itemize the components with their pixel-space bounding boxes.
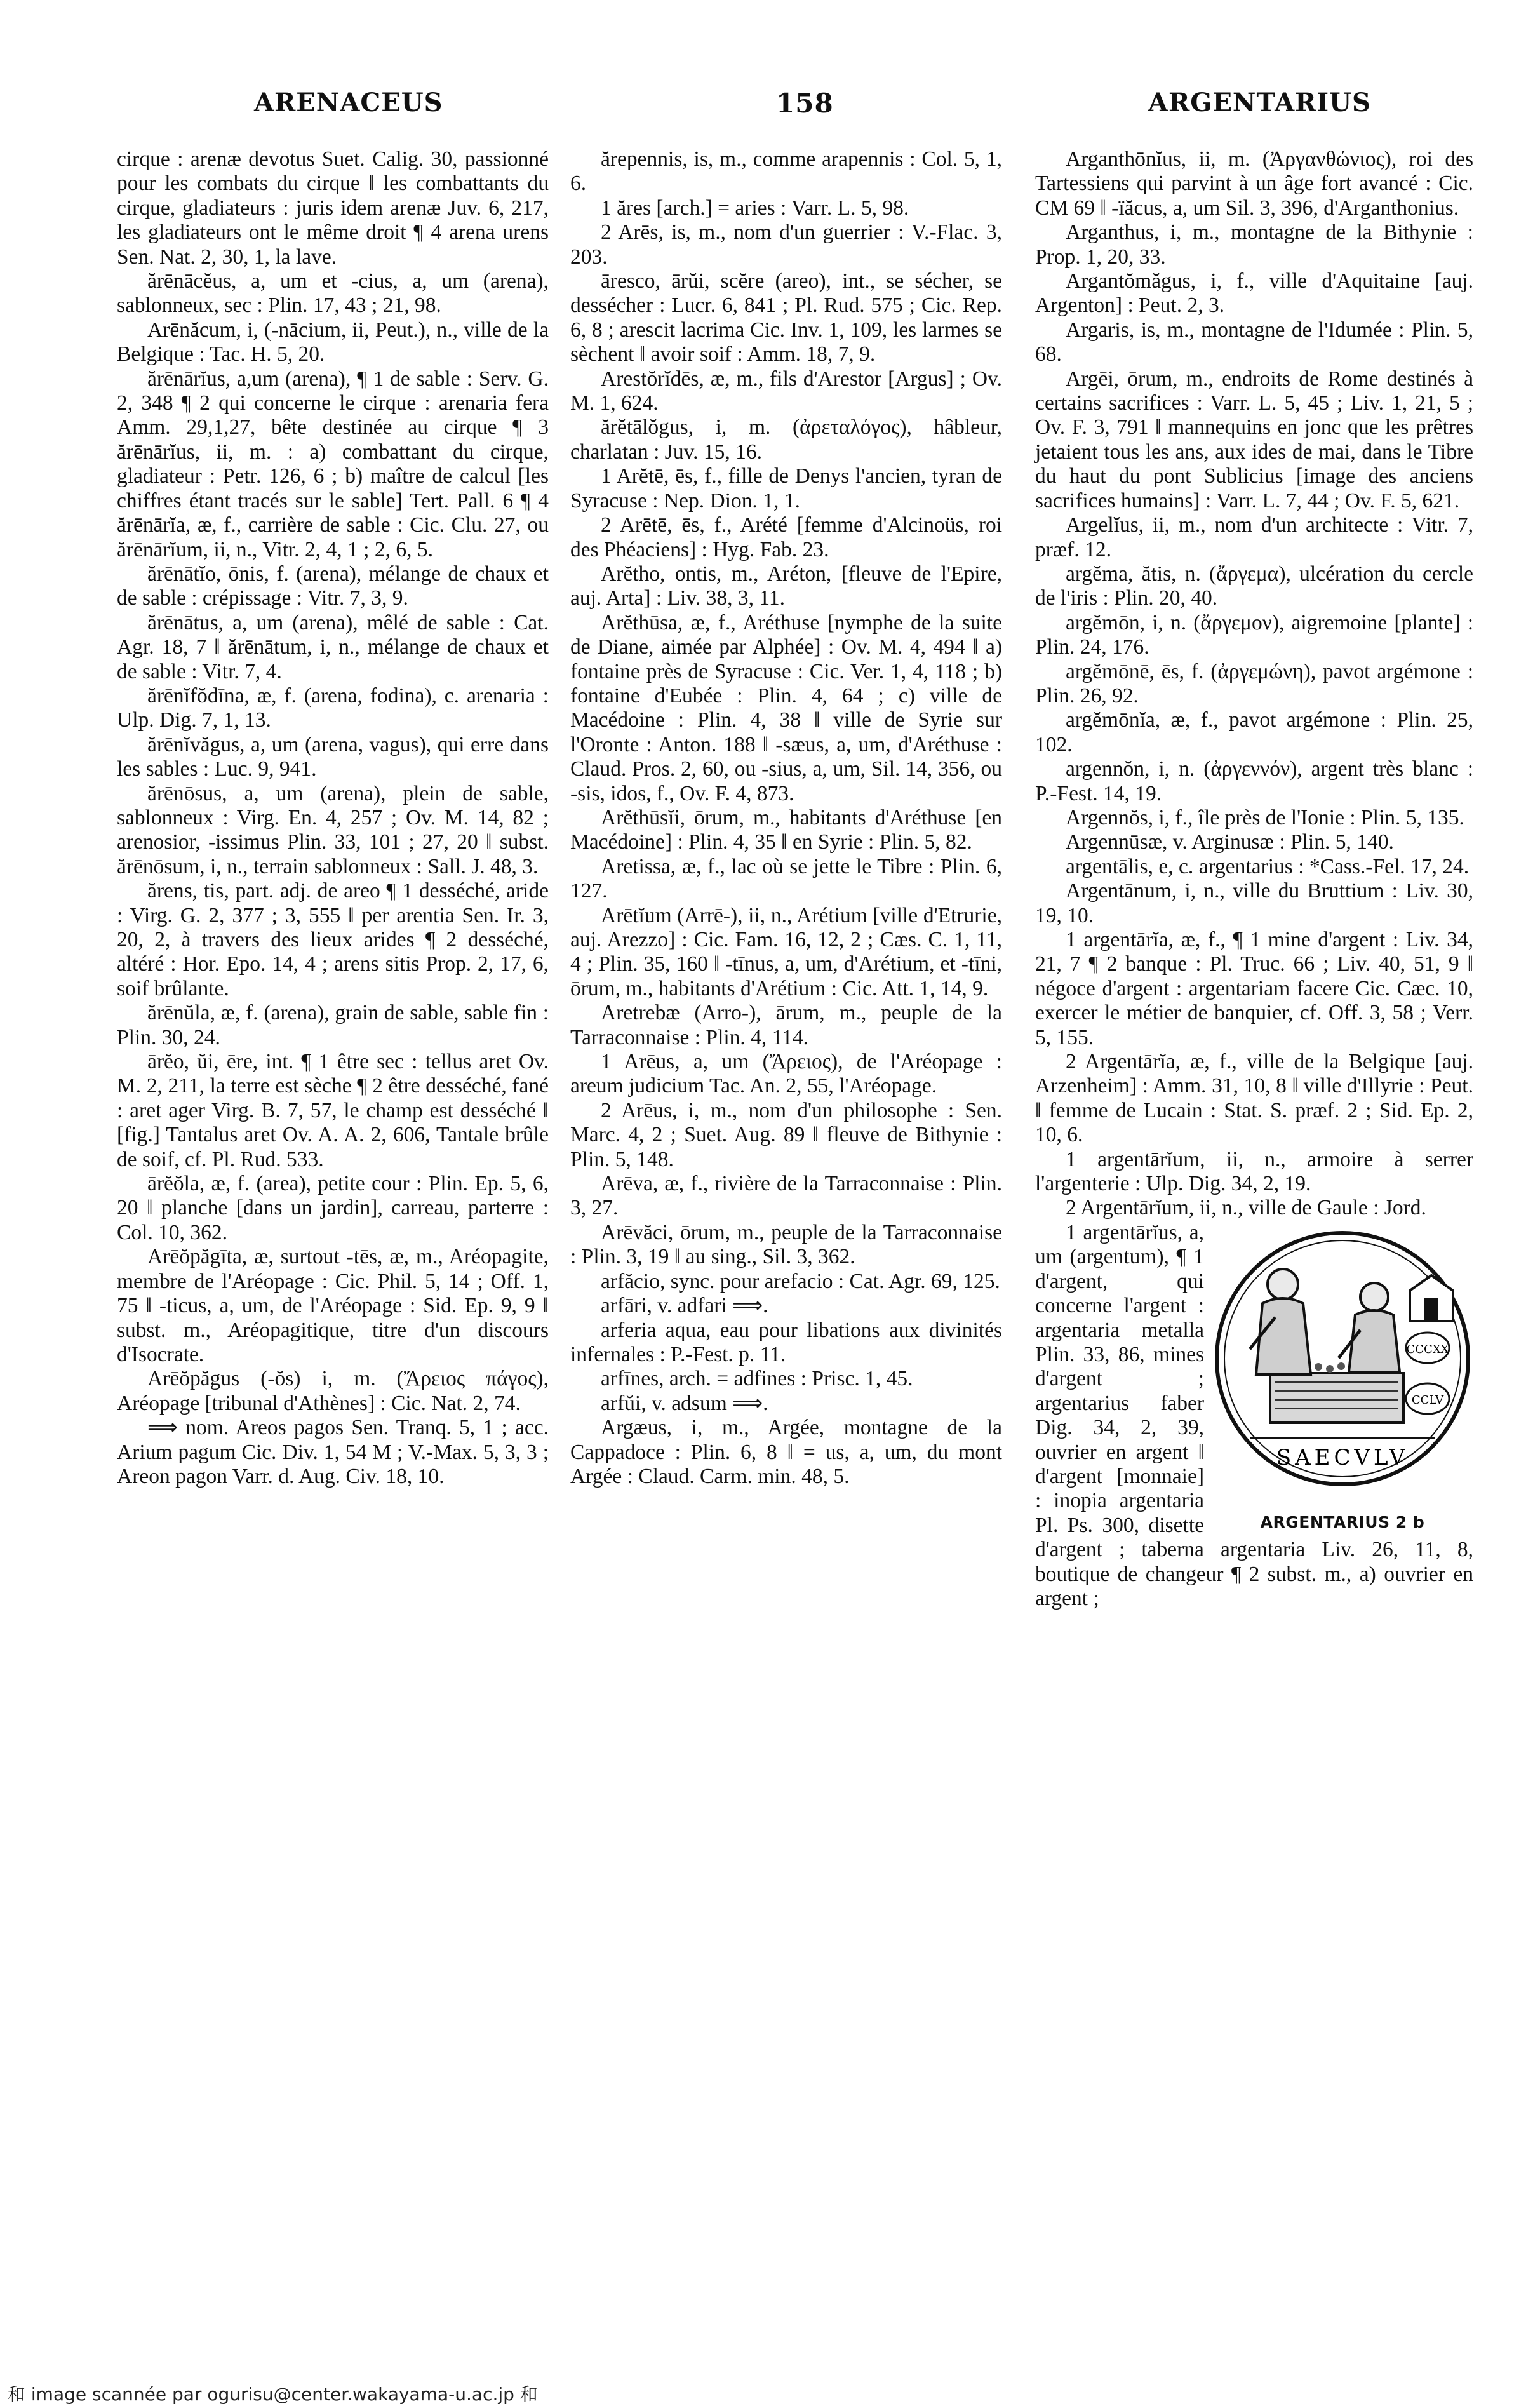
running-head-right: ARGENTARIUS <box>1148 88 1371 118</box>
scan-credit: 和 image scannée par ogurisu@center.wakayama-u.ac.jp 和 <box>8 2384 538 2405</box>
dictionary-entry: Arestŏrĭdēs, æ, m., fils d'Arestor [Argus] ; Ov. M. 1, 624. <box>570 366 1002 415</box>
dictionary-entry: Arētĭum (Arrē-), ii, n., Arétium [ville d'Etrurie, auj. Arezzo] : Cic. Fam. 16, 12, 2 ; Cæs. C. 1, 11, 4 ; Plin. 35, 160 ‖ -tīnus, a, um, d'Arétium, et -tīni, ōrum, m., habitants d'Arétium : Cic. Att. 1, 14, 9. <box>570 903 1002 1000</box>
dictionary-entry: ărēnĭvăgus, a, um (arena, vagus), qui erre dans les sables : Luc. 9, 941. <box>117 732 549 781</box>
dictionary-entry: Argaris, is, m., montagne de l'Idumée : Plin. 5, 68. <box>1035 318 1473 366</box>
dictionary-entry: āresco, ārŭi, scĕre (areo), int., se sécher, se dessécher : Lucr. 6, 841 ; Pl. Rud. 575 ; Cic. Rep. 6, 8 ; arescit lacrima Cic. Inv. 1, 109, les larmes se sèchent ‖ avoir soif : Amm. 18, 7, 9. <box>570 269 1002 366</box>
dictionary-entry: Argelĭus, ii, m., nom d'un architecte : Vitr. 7, præf. 12. <box>1035 513 1473 561</box>
dictionary-entry: arferia aqua, eau pour libations aux divinités infernales : P.-Fest. p. 11. <box>570 1318 1002 1366</box>
column-1 <box>117 147 549 1489</box>
dictionary-entry: argentālis, e, c. argentarius : *Cass.-Fel. 17, 24. <box>1066 854 1470 878</box>
dictionary-entry: cirque : arenæ devotus Suet. Calig. 30, passionné pour les combats du cirque ‖ les combattants du cirque, gladiateurs : juris idem arenæ Juv. 6, 217, les gladiateurs ont le même droit ¶ 4 arena urens Sen. Nat. 2, 30, 1, la lave. <box>117 147 549 269</box>
plate-caption: ARGENTARIUS 2 b <box>1260 1512 1425 1531</box>
dictionary-entry: 2 Argentārĭum, ii, n., ville de Gaule : Jord. <box>1066 1196 1426 1220</box>
dictionary-entry: Arēva, æ, f., rivière de la Tarraconnaise : Plin. 3, 27. <box>570 1172 1002 1220</box>
dictionary-entry: Arēŏpăgīta, æ, surtout -tēs, æ, m., Aréopagite, membre de l'Aréopage : Cic. Phil. 5, 14 ; Off. 1, 75 ‖ -ticus, a, um, de l'Aréopage : Sid. Ep. 9, 9 ‖ subst. m., Aréopagitique, titre d'un discours d'Isocrate. <box>117 1245 549 1366</box>
coin-mark-1: CCCXX <box>1406 1342 1449 1356</box>
dictionary-entry: Argennūsæ, v. Arginusæ : Plin. 5, 140. <box>1066 830 1394 854</box>
running-head-left: ARENACEUS <box>254 88 443 118</box>
dictionary-entry: 1 argentārĭa, æ, f., ¶ 1 mine d'argent : Liv. 34, 21, 7 ¶ 2 banque : Pl. Truc. 66 ; Liv. 40, 51, 9 ‖ négoce d'argent : argentariam facere Cic. Cæc. 10, exercer le métier de banquier, cf. Off. 3, 58 ; Verr. 5, 155. <box>1035 928 1473 1049</box>
dictionary-entry: arfăcio, sync. pour arefacio : Cat. Agr. 69, 125. <box>601 1269 1000 1293</box>
dictionary-entry: ⟹ nom. Areos pagos Sen. Tranq. 5, 1 ; acc. Arium pagum Cic. Div. 1, 54 M ; V.-Max. 5, 3, 3 ; Areon pagon Varr. d. Aug. Civ. 18, 10. <box>117 1416 549 1488</box>
coin-inscription: SAECVLV <box>1276 1444 1409 1470</box>
dictionary-entry: argĕmōnĭa, æ, f., pavot argémone : Plin. 25, 102. <box>1035 708 1473 756</box>
dictionary-entry: ărēnŭla, æ, f. (arena), grain de sable, sable fin : Plin. 30, 24. <box>117 1001 549 1049</box>
dictionary-entry: Argēi, ōrum, m., endroits de Rome destinés à certains sacrifices : Varr. L. 5, 45 ; Liv. 1, 21, 5 ; Ov. F. 3, 791 ‖ mannequins en jonc que les prêtres jetaient tous les ans, aux ides de mai, dans le Tibre du haut du pont Sublicius [image des anciens sacrifices humains] : Varr. L. 7, 44 ; Ov. F. 5, 621. <box>1035 366 1473 513</box>
dictionary-entry: ārĕo, ŭi, ēre, int. ¶ 1 être sec : tellus aret Ov. M. 2, 211, la terre est sèche ¶ 2 être desséché, fané : aret ager Virg. B. 7, 57, le champ est desséché ‖ [fig.] Tantalus aret Ov. A. A. 2, 606, Tantale brûle de soif, cf. Pl. Rud. 533. <box>117 1050 549 1171</box>
dictionary-entry: ărēnārĭus, a,um (arena), ¶ 1 de sable : Serv. G. 2, 348 ¶ 2 qui concerne le cirque : arenaria fera Amm. 29,1,27, bête destinée au cirque ¶ 3 ărēnārĭus, ii, m. : a) combattant du cirque, gladiateur : Petr. 126, 6 ; b) maître de calcul [les chiffres étant tracés sur le sable] Tert. Pall. 6 ¶ 4 ărēnārĭa, æ, f., carrière de sable : Cic. Clu. 27, ou ărēnārĭum, ii, n., Vitr. 2, 4, 1 ; 2, 6, 5. <box>117 366 549 561</box>
dictionary-entry: ărens, tis, part. adj. de areo ¶ 1 desséché, aride : Virg. G. 2, 377 ; 3, 555 ‖ per arentia Sen. Ir. 3, 20, 2, à travers des lieux arides ¶ 2 desséché, altéré : Hor. Epo. 14, 4 ; arens sitis Prop. 2, 17, 6, soif brûlante. <box>117 879 549 1000</box>
dictionary-entry: 1 argentārĭus, a, um (argentum), ¶ 1 d'argent, qui concerne l'argent : argentaria metalla Plin. 33, 86, mines d'argent ; argentarius faber Dig. 34, 2, 39, ouvrier en argent ‖ d'argent [monnaie] : inopia argentaria Pl. Ps. 300, disette d'argent ; taberna argentaria Liv. 26, 11, 8, boutique de changeur ¶ 2 subst. m., a) ouvrier en argent ; <box>1035 1220 1473 1610</box>
dictionary-entry: Argentānum, i, n., ville du Bruttium : Liv. 30, 19, 10. <box>1035 879 1473 927</box>
dictionary-entry: Arĕthūsĭi, ōrum, m., habitants d'Aréthuse [en Macédoine] : Plin. 4, 35 ‖ en Syrie : Plin. 5, 82. <box>570 805 1002 854</box>
dictionary-entry: ărĕtālŏgus, i, m. (ἀρεταλόγος), hâbleur, charlatan : Juv. 15, 16. <box>570 415 1002 464</box>
dictionary-entry: 1 Arēus, a, um (Ἄρειος), de l'Aréopage : areum judicium Tac. An. 2, 55, l'Aréopage. <box>570 1050 1002 1098</box>
dictionary-entry: 2 Arēs, is, m., nom d'un guerrier : V.-Flac. 3, 203. <box>570 220 1002 269</box>
dictionary-entry: Aretissa, æ, f., lac où se jette le Tibre : Plin. 6, 127. <box>570 854 1002 903</box>
dictionary-entry: Arganthōnĭus, ii, m. (Ἀργανθώνιος), roi des Tartessiens qui parvint à un âge fort avancé : Cic. CM 69 ‖ -ïăcus, a, um Sil. 3, 396, d'Arganthonius. <box>1035 147 1473 220</box>
column-2 <box>570 147 1002 1489</box>
dictionary-entry: ărēnācĕus, a, um et -cius, a, um (arena), sablonneux, sec : Plin. 17, 43 ; 21, 98. <box>117 269 549 318</box>
dictionary-entry: argĕmōn, i, n. (ἄργεμον), aigremoine [plante] : Plin. 24, 176. <box>1035 610 1473 659</box>
dictionary-entry: Arēvăci, ōrum, m., peuple de la Tarraconnaise : Plin. 3, 19 ‖ au sing., Sil. 3, 362. <box>570 1220 1002 1269</box>
dictionary-entry: 1 ăres [arch.] = aries : Varr. L. 5, 98. <box>601 196 909 220</box>
dictionary-entry: ărēnātus, a, um (arena), mêlé de sable : Cat. Agr. 18, 7 ‖ ărēnātum, i, n., mélange de chaux et de sable : Vitr. 7, 4. <box>117 610 549 683</box>
dictionary-entry: ārĕŏla, æ, f. (area), petite cour : Plin. Ep. 5, 6, 20 ‖ planche [dans un jardin], carreau, parterre : Col. 10, 362. <box>117 1172 549 1244</box>
page-number: 158 <box>776 88 834 119</box>
dictionary-entry: 2 Arēus, i, m., nom d'un philosophe : Sen. Marc. 4, 2 ; Suet. Aug. 89 ‖ fleuve de Bithynie : Plin. 5, 148. <box>570 1098 1002 1171</box>
dictionary-entry: 2 Argentārĭa, æ, f., ville de la Belgique [auj. Arzenheim] : Amm. 31, 10, 8 ‖ ville d'Illyrie : Peut. ‖ femme de Lucain : Stat. S. præf. 2 ; Sid. Ep. 2, 10, 6. <box>1035 1050 1473 1147</box>
dictionary-entry: Argæus, i, m., Argée, montagne de la Cappadoce : Plin. 6, 8 ‖ = us, a, um, du mont Argée : Claud. Carm. min. 48, 5. <box>570 1416 1002 1488</box>
dictionary-entry: argennŏn, i, n. (ἀργεννόν), argent très blanc : P.-Fest. 14, 19. <box>1035 757 1473 805</box>
dictionary-entry: ărēnĭfŏdīna, æ, f. (arena, fodina), c. arenaria : Ulp. Dig. 7, 1, 13. <box>117 683 549 732</box>
dictionary-entry: arfīnes, arch. = adfines : Prisc. 1, 45. <box>601 1367 913 1391</box>
dictionary-entry: Argennŏs, i, f., île près de l'Ionie : Plin. 5, 135. <box>1066 805 1464 830</box>
dictionary-entry: arfāri, v. adfari ⟹. <box>601 1294 768 1318</box>
argentarius-plate-figure <box>1212 1222 1473 1532</box>
dictionary-entry: 2 Arētē, ēs, f., Arété [femme d'Alcinoüs, roi des Phéaciens] : Hyg. Fab. 23. <box>570 513 1002 561</box>
dictionary-entry: Arĕtho, ontis, m., Aréton, [fleuve de l'Epire, auj. Arta] : Liv. 38, 3, 11. <box>570 561 1002 610</box>
banker-coin-icon <box>1212 1222 1473 1510</box>
dictionary-entry: argĕma, ătis, n. (ἄργεμα), ulcération du cercle de l'iris : Plin. 20, 40. <box>1035 561 1473 610</box>
column-3 <box>1035 147 1473 1611</box>
dictionary-entry: Aretrebæ (Arro-), ārum, m., peuple de la Tarraconnaise : Plin. 4, 114. <box>570 1001 1002 1049</box>
dictionary-entry: argĕmōnē, ēs, f. (ἀργεμώνη), pavot argémone : Plin. 26, 92. <box>1035 659 1473 708</box>
dictionary-entry: Arĕthūsa, æ, f., Aréthuse [nymphe de la suite de Diane, aimée par Alphée] : Ov. M. 4, 494 ‖ a) fontaine près de Syracuse : Cic. Ver. 1, 4, 118 ; b) fontaine d'Eubée : Plin. 4, 64 ; c) ville de Macédoine : Plin. 4, 38 ‖ ville de Syrie sur l'Oronte : Anton. 188 ‖ -sæus, a, um, d'Aréthuse : Claud. Pros. 2, 60, ou -sius, a, um, Sil. 14, 356, ou -sis, idos, f., Ov. F. 4, 873. <box>570 610 1002 805</box>
dictionary-entry: Arēŏpăgus (-ŏs) i, m. (Ἄρειος πάγος), Aréopage [tribunal d'Athènes] : Cic. Nat. 2, 74. <box>117 1367 549 1415</box>
dictionary-entry: 1 Arĕtē, ēs, f., fille de Denys l'ancien, tyran de Syracuse : Nep. Dion. 1, 1. <box>570 464 1002 513</box>
coin-mark-2: CCLV <box>1411 1393 1444 1407</box>
dictionary-entry: ărēnātĭo, ōnis, f. (arena), mélange de chaux et de sable : crépissage : Vitr. 7, 3, 9. <box>117 561 549 610</box>
dictionary-entry: Argantŏmăgus, i, f., ville d'Aquitaine [auj. Argenton] : Peut. 2, 3. <box>1035 269 1473 318</box>
dictionary-entry: Arganthus, i, m., montagne de la Bithynie : Prop. 1, 20, 33. <box>1035 220 1473 269</box>
dictionary-entry: arfŭi, v. adsum ⟹. <box>601 1391 768 1415</box>
dictionary-entry: ărēnōsus, a, um (arena), plein de sable, sablonneux : Virg. En. 4, 257 ; Ov. M. 14, 82 ; arenosior, -issimus Plin. 33, 101 ; 27, 20 ‖ subst. ărēnōsum, i, n., terrain sablonneux : Sall. J. 48, 3. <box>117 781 549 878</box>
dictionary-entry: 1 argentārĭum, ii, n., armoire à serrer l'argenterie : Ulp. Dig. 34, 2, 19. <box>1035 1147 1473 1196</box>
dictionary-entry: Arēnăcum, i, (-nācium, ii, Peut.), n., ville de la Belgique : Tac. H. 5, 20. <box>117 318 549 366</box>
dictionary-entry: ărepennis, is, m., comme arapennis : Col. 5, 1, 6. <box>570 147 1002 196</box>
